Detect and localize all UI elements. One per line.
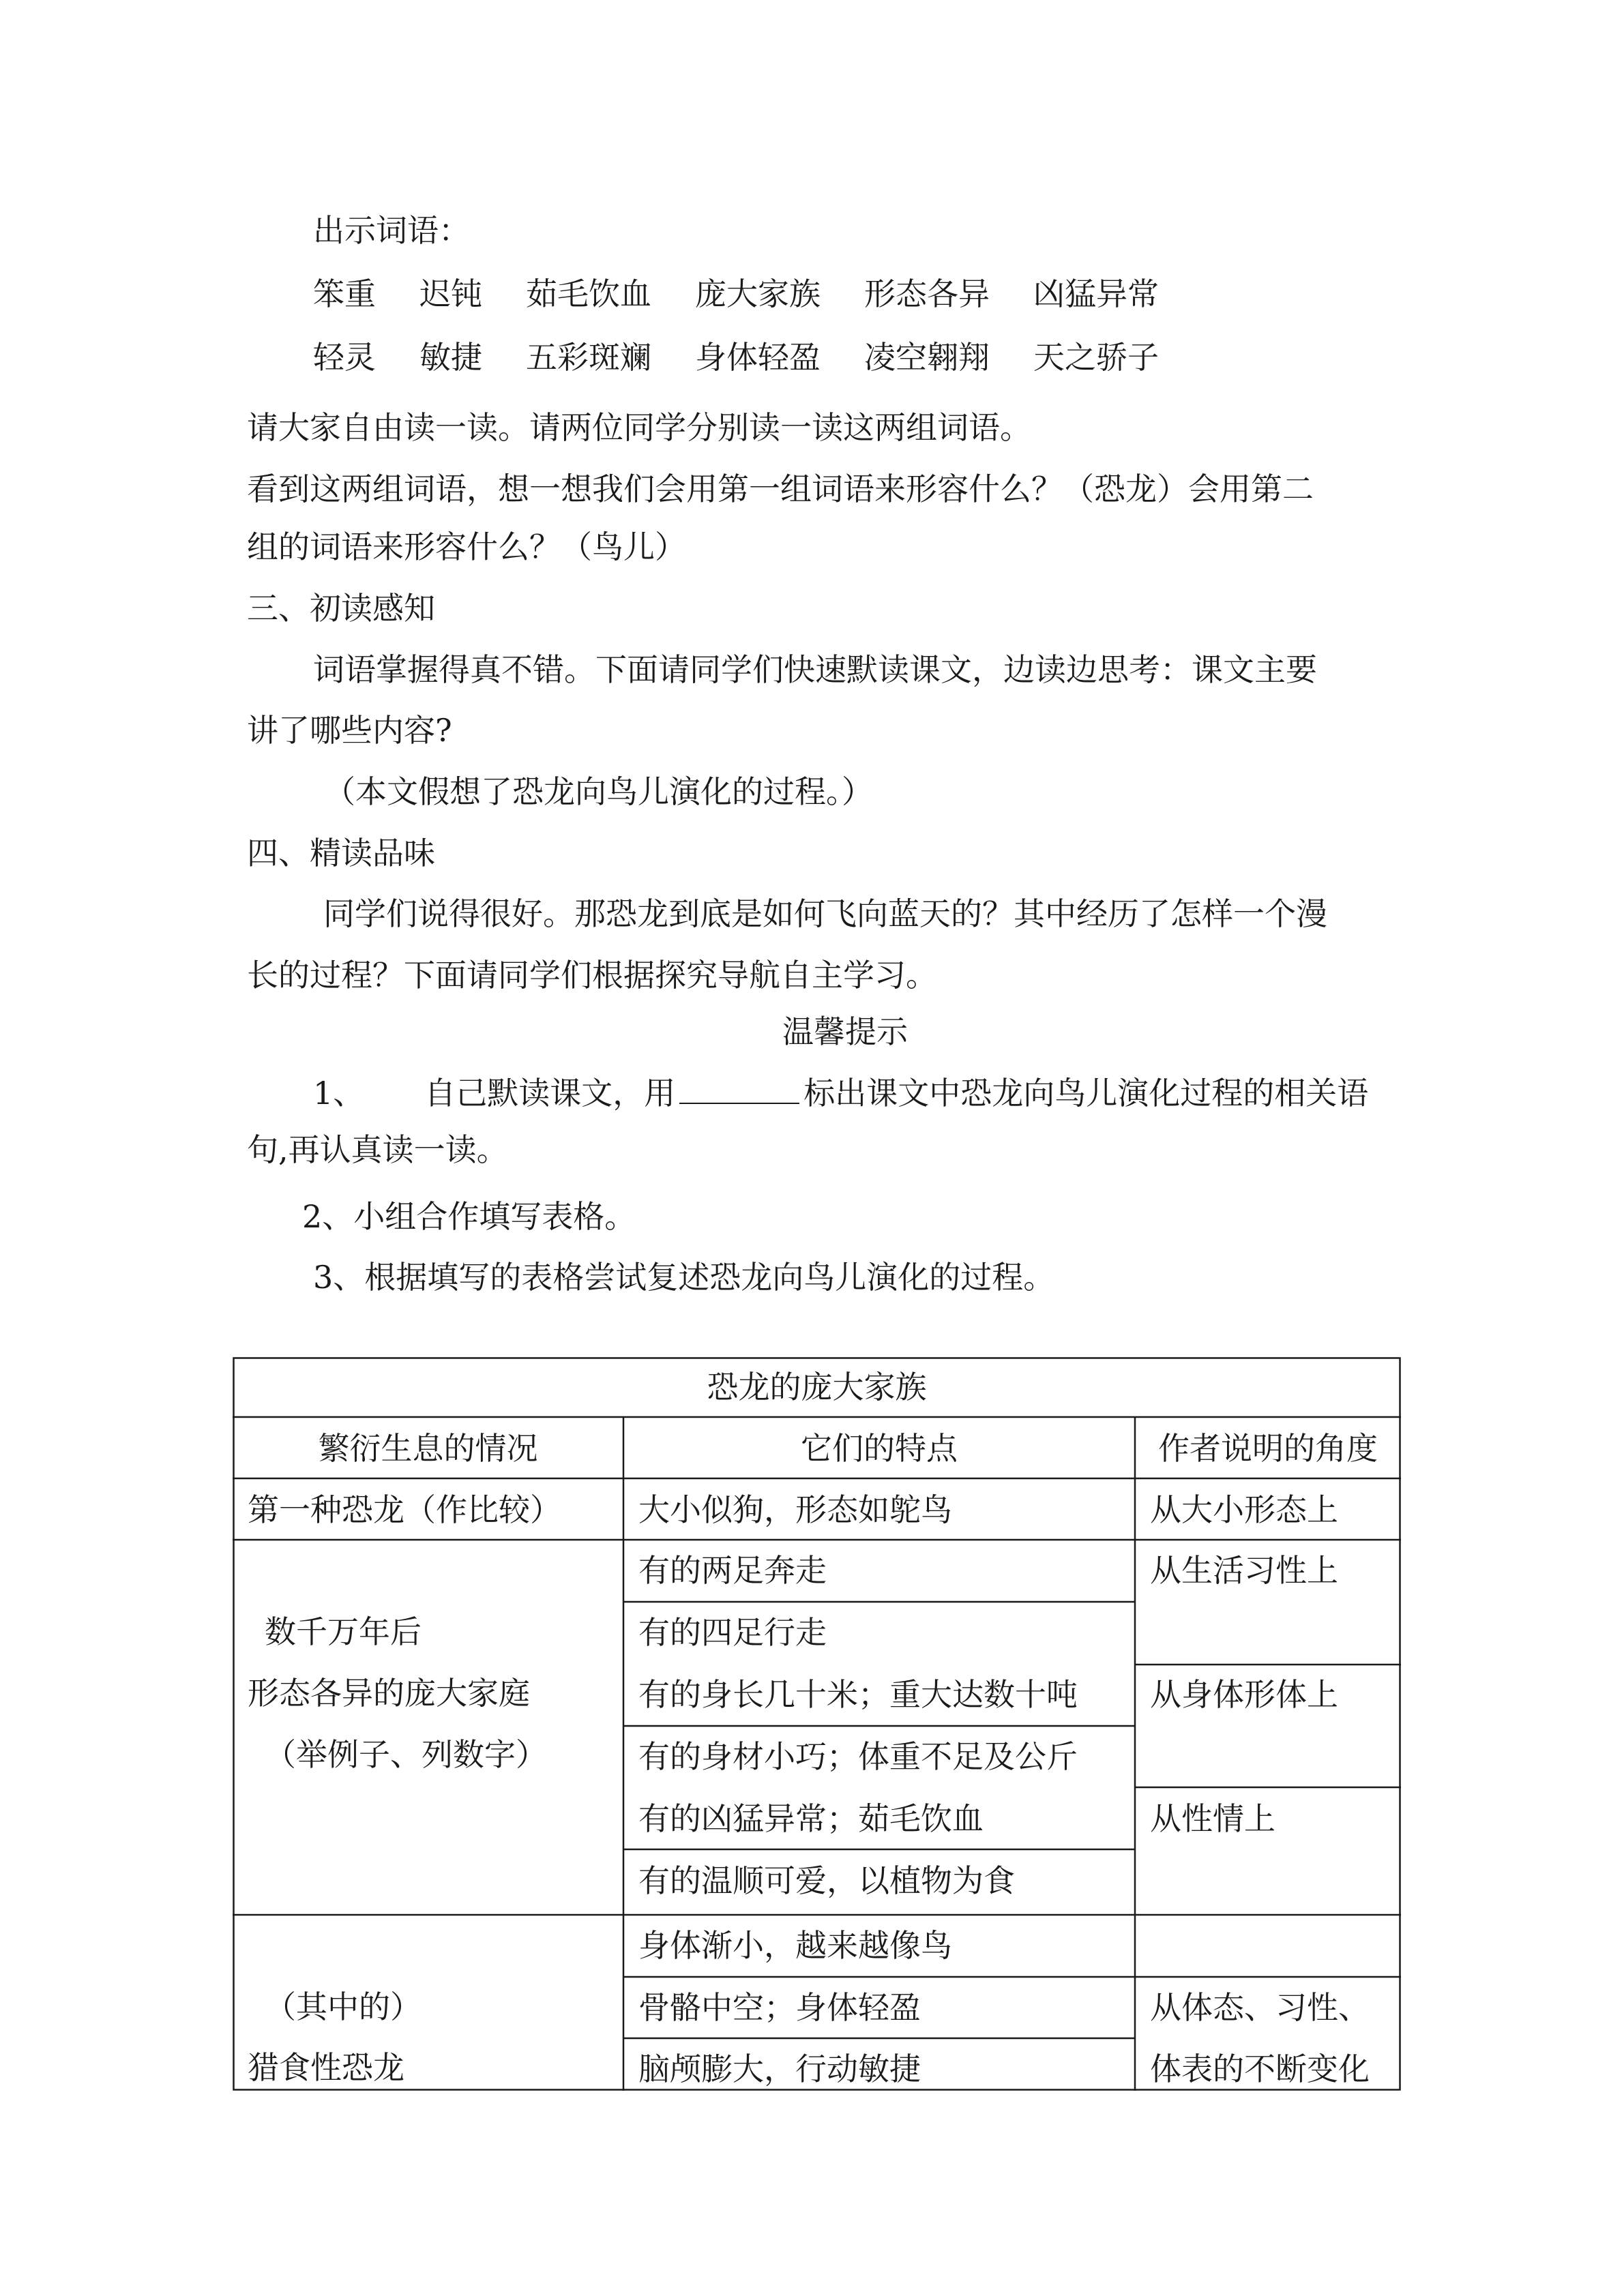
question-line-1: 看到这两组词语，想一想我们会用第一组词语来形容什么？（恐龙）会用第二: [247, 471, 1314, 507]
vocab-group-2: [313, 337, 1159, 378]
group3-angle-line-1: 从体态、习性、: [1150, 1989, 1370, 2026]
tip-2: 2、小组合作填写表格。: [302, 1198, 636, 1235]
section-4-para-line-2: 长的过程？下面请同学们根据探究导航自主学习。: [247, 957, 937, 994]
tip-1-text-a: 自己默读课文，用: [424, 1075, 676, 1112]
vocab-word: 形态各异: [864, 275, 990, 312]
group3-feature: 脑颅膨大，行动敏捷: [638, 2051, 921, 2087]
group2-situation-line-3: （举例子、列数字）: [265, 1736, 547, 1773]
section-3-para-line-2: 讲了哪些内容?: [247, 712, 452, 749]
section-4-para-line-1: 同学们说得很好。那恐龙到底是如何飞向蓝天的？其中经历了怎样一个漫: [323, 895, 1327, 932]
group2-feature: 有的四足行走: [638, 1614, 827, 1651]
tip-3: 3、根据填写的表格尝试复述恐龙向鸟儿演化的过程。: [313, 1259, 1055, 1296]
group3-situation-line-1: （其中的）: [265, 1988, 422, 2025]
section-3-heading: 三、初读感知: [247, 590, 435, 627]
vocab-word: 轻灵: [313, 339, 376, 376]
section-4-heading: 四、精读品味: [247, 835, 435, 871]
tip-1-text-b: 标出课文中恐龙向鸟儿演化过程的相关语: [803, 1075, 1369, 1112]
header-angle: 作者说明的角度: [1158, 1430, 1378, 1467]
section-3-answer: （本文假想了恐龙向鸟儿演化的过程。）: [324, 773, 873, 810]
tip-1: [313, 1073, 1368, 1114]
group2-feature: 有的身材小巧；体重不足及公斤: [638, 1738, 1078, 1775]
group3-feature: 骨骼中空；身体轻盈: [638, 1989, 921, 2026]
group2-feature: 有的两足奔走: [638, 1552, 827, 1589]
row1-feature: 大小似狗，形态如鸵鸟: [638, 1491, 952, 1528]
vocab-word: 身体轻盈: [695, 339, 821, 376]
group2-angle: 从生活习性上: [1150, 1552, 1338, 1589]
group2-angle: 从身体形体上: [1150, 1676, 1338, 1713]
group2-feature: 有的凶猛异常；茹毛饮血: [638, 1800, 984, 1837]
vocab-word: 五彩斑斓: [526, 339, 651, 376]
vocab-word: 凌空翱翔: [864, 339, 990, 376]
vocab-word: 凶猛异常: [1033, 275, 1159, 312]
row1-situation: 第一种恐龙（作比较）: [248, 1491, 561, 1528]
vocab-word: 茹毛饮血: [526, 275, 651, 312]
vocab-word: 迟钝: [419, 275, 482, 312]
group3-situation-line-2: 猎食性恐龙: [248, 2049, 404, 2086]
header-features: 它们的特点: [801, 1430, 958, 1467]
tips-title: 温馨提示: [782, 1013, 908, 1050]
group2-feature: 有的温顺可爱，以植物为食: [638, 1862, 1015, 1899]
header-situation: 繁衍生息的情况: [318, 1430, 538, 1467]
vocab-word: 敏捷: [419, 339, 482, 376]
tip-1-line-2: 句,再认真读一读。: [247, 1131, 508, 1168]
group2-situation-line-2: 形态各异的庞大家庭: [248, 1675, 530, 1712]
group3-angle-line-2: 体表的不断变化: [1150, 2051, 1370, 2087]
read-prompt: 请大家自由读一读。请两位同学分别读一读这两组词语。: [247, 409, 1031, 446]
vocab-label: 出示词语：: [313, 212, 470, 249]
dinosaur-family-table: [233, 1357, 1401, 2091]
tip-1-number: 1、: [313, 1075, 365, 1112]
row1-angle: 从大小形态上: [1150, 1491, 1338, 1528]
vocab-word: 庞大家族: [695, 275, 821, 312]
group3-feature: 身体渐小，越来越像鸟: [638, 1927, 952, 1964]
question-line-2: 组的词语来形容什么？（鸟儿）: [247, 528, 686, 565]
vocab-word: 天之骄子: [1033, 339, 1159, 376]
section-3-para-line-1: 词语掌握得真不错。下面请同学们快速默读课文，边读边思考：课文主要: [313, 651, 1317, 688]
table-title: 恐龙的庞大家族: [707, 1369, 927, 1405]
vocab-word: 笨重: [313, 275, 376, 312]
group2-angle: 从性情上: [1150, 1800, 1275, 1837]
fill-blank-underline: [679, 1075, 799, 1104]
vocab-group-1: [313, 273, 1159, 314]
group2-feature: 有的身长几十米；重大达数十吨: [638, 1676, 1078, 1713]
group2-situation-line-1: 数千万年后: [265, 1613, 422, 1650]
